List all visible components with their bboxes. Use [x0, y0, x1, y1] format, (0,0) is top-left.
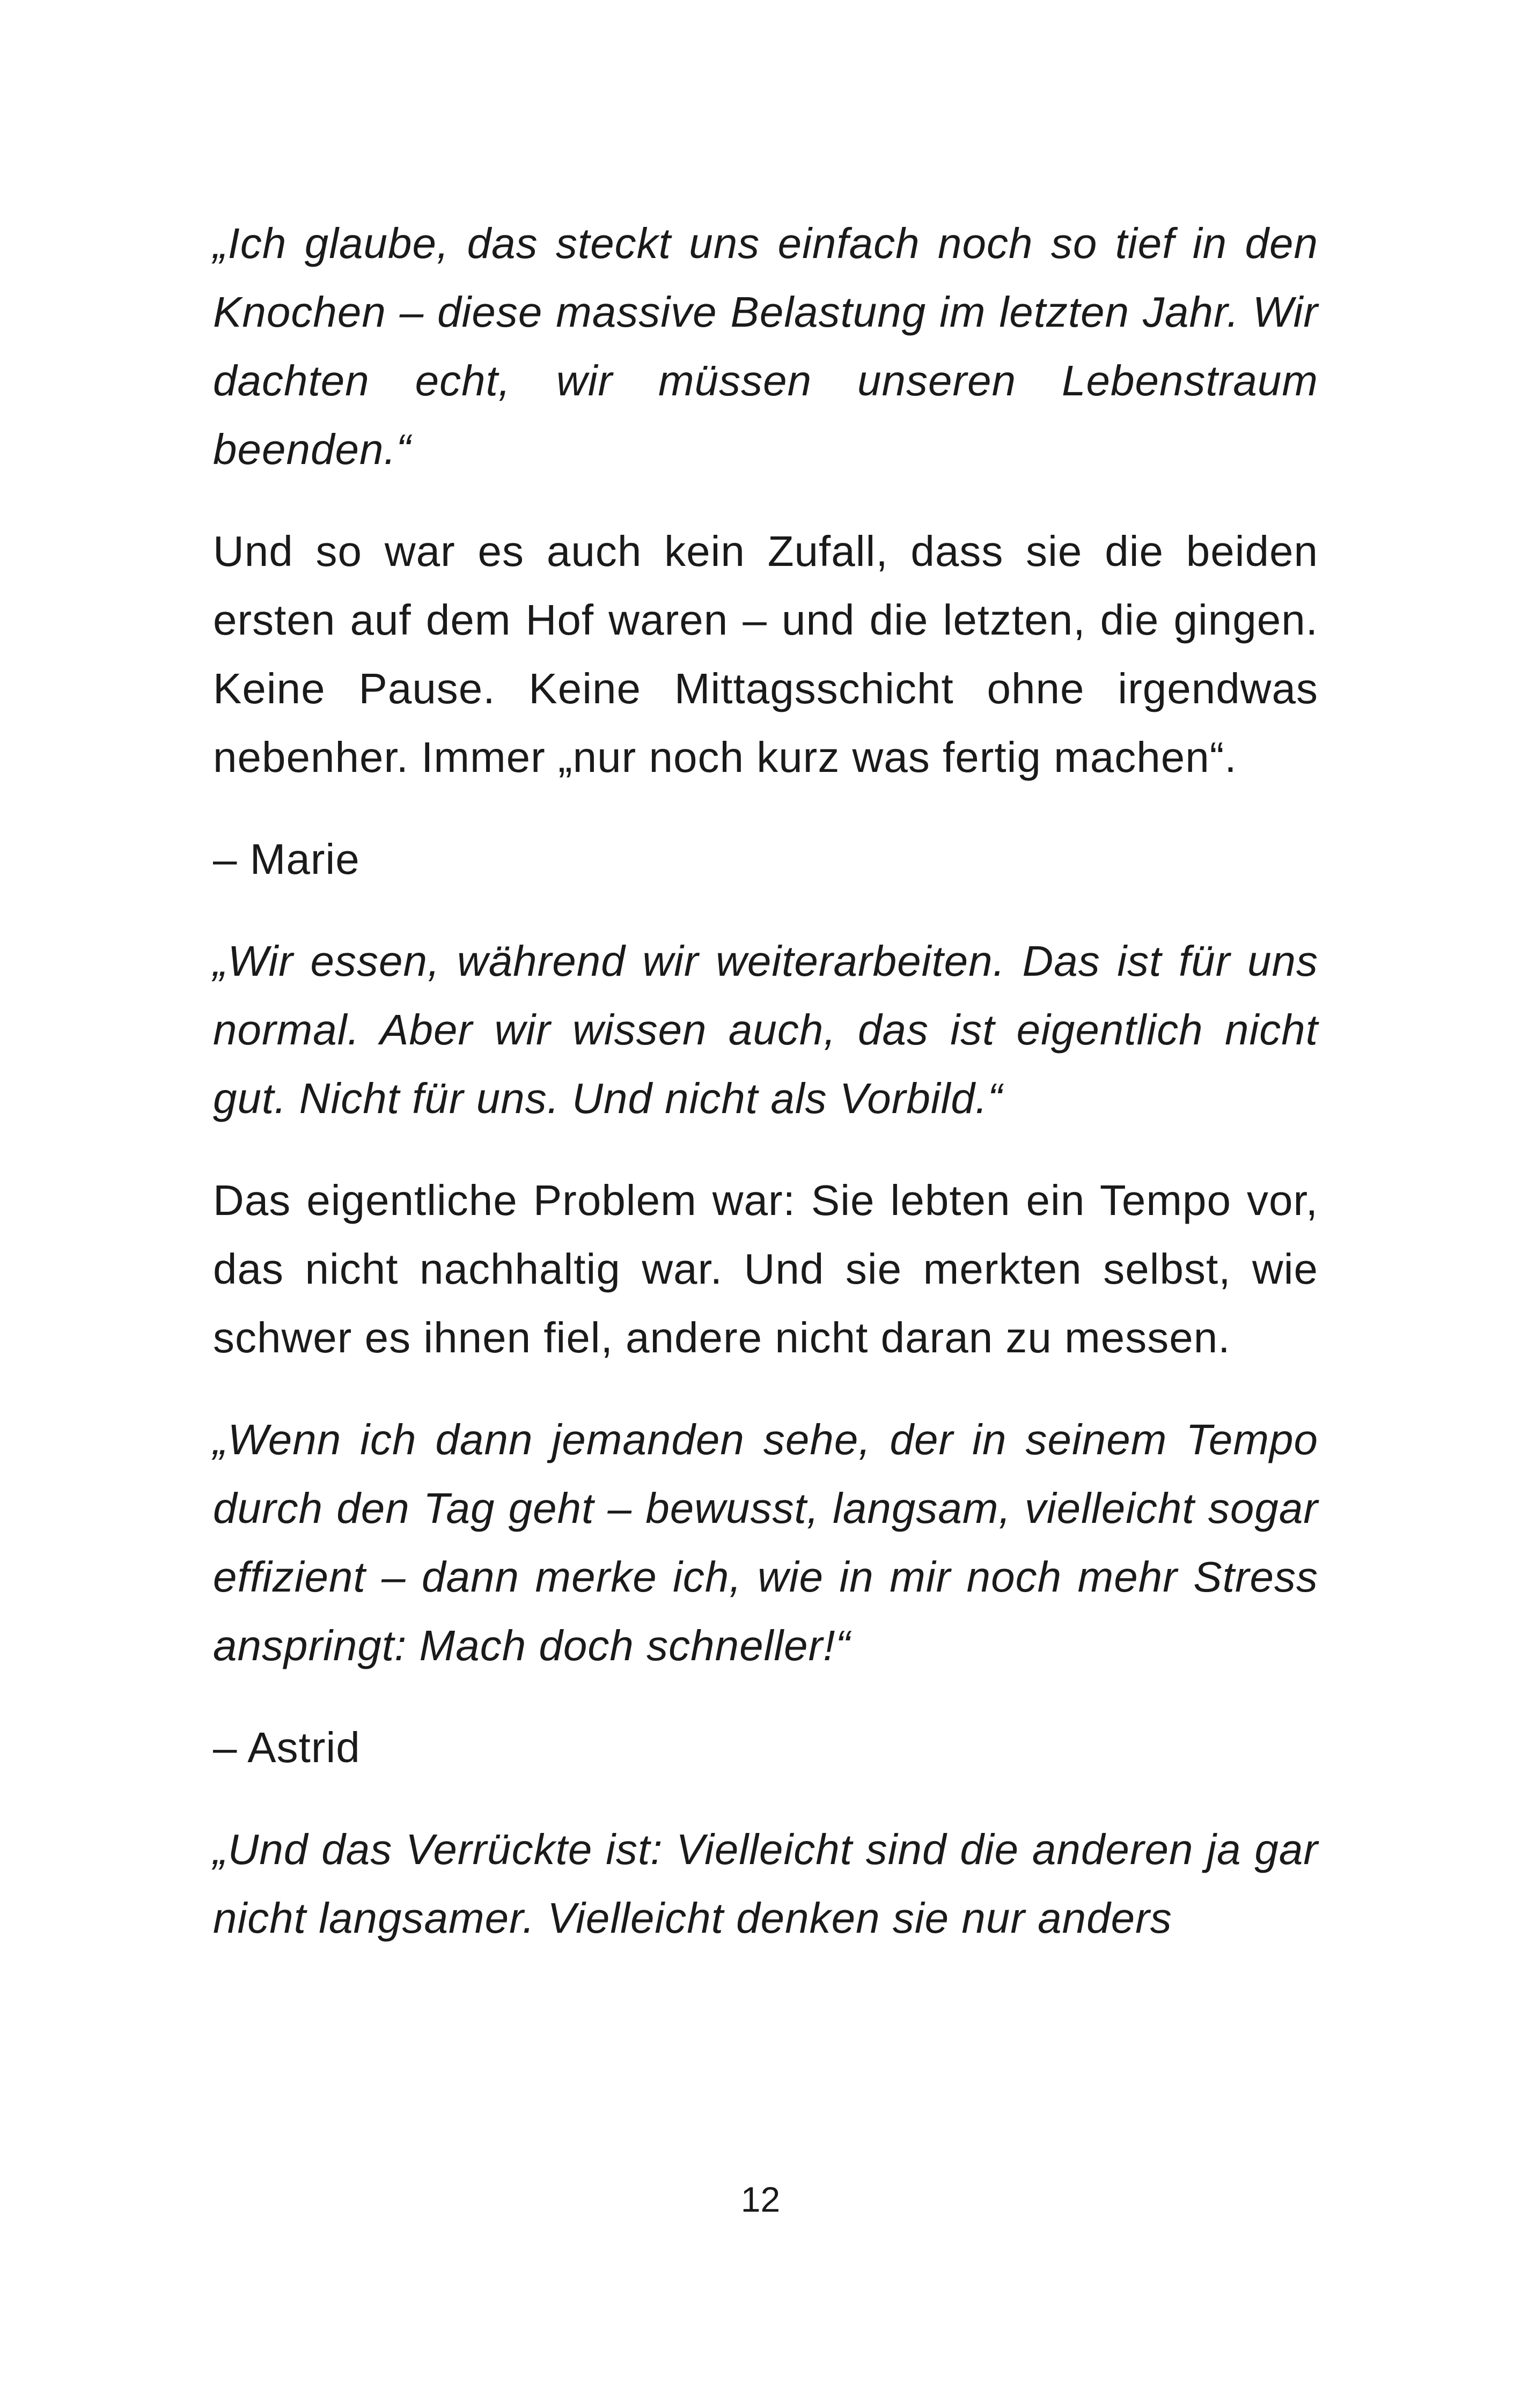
speaker-attribution: – Marie [213, 835, 360, 883]
body-paragraph: Das eigentliche Problem war: Sie lebten ein Tempo vor, das nicht nachhaltig war. Und sie merkten selbst, wie schwer es ihnen fiel, andere nicht daran zu messen. [213, 1176, 1318, 1361]
quote-paragraph: „Und das Verrückte ist: Vielleicht sind die anderen ja gar nicht langsamer. Vielleicht denken sie nur anders [213, 1825, 1318, 1942]
quote-paragraph: „Wenn ich dann jemanden sehe, der in seinem Tempo durch den Tag geht – bewusst, langsam, vielleicht sogar effizient – dann merke ich, wie in mir noch mehr Stress anspringt: Mach doch schneller!“ [213, 1416, 1318, 1669]
quote-paragraph: „Wir essen, während wir weiterarbeiten. Das ist für uns normal. Aber wir wissen auch, das ist eigentlich nicht gut. Nicht für uns. Und nicht als Vorbild.“ [213, 937, 1318, 1122]
page-body [213, 209, 1318, 1953]
page-number: 12 [740, 2179, 781, 2219]
body-paragraph: Und so war es auch kein Zufall, dass sie die beiden ersten auf dem Hof waren – und die letzten, die gingen. Keine Pause. Keine Mittagsschicht ohne irgendwas nebenher. Immer „nur noch kurz was fertig machen“. [213, 527, 1318, 781]
quote-paragraph: „Ich glaube, das steckt uns einfach noch so tief in den Knochen – diese massive Belastung im letzten Jahr. Wir dachten echt, wir müssen unseren Lebenstraum beenden.“ [213, 219, 1318, 473]
speaker-attribution: – Astrid [213, 1724, 361, 1771]
